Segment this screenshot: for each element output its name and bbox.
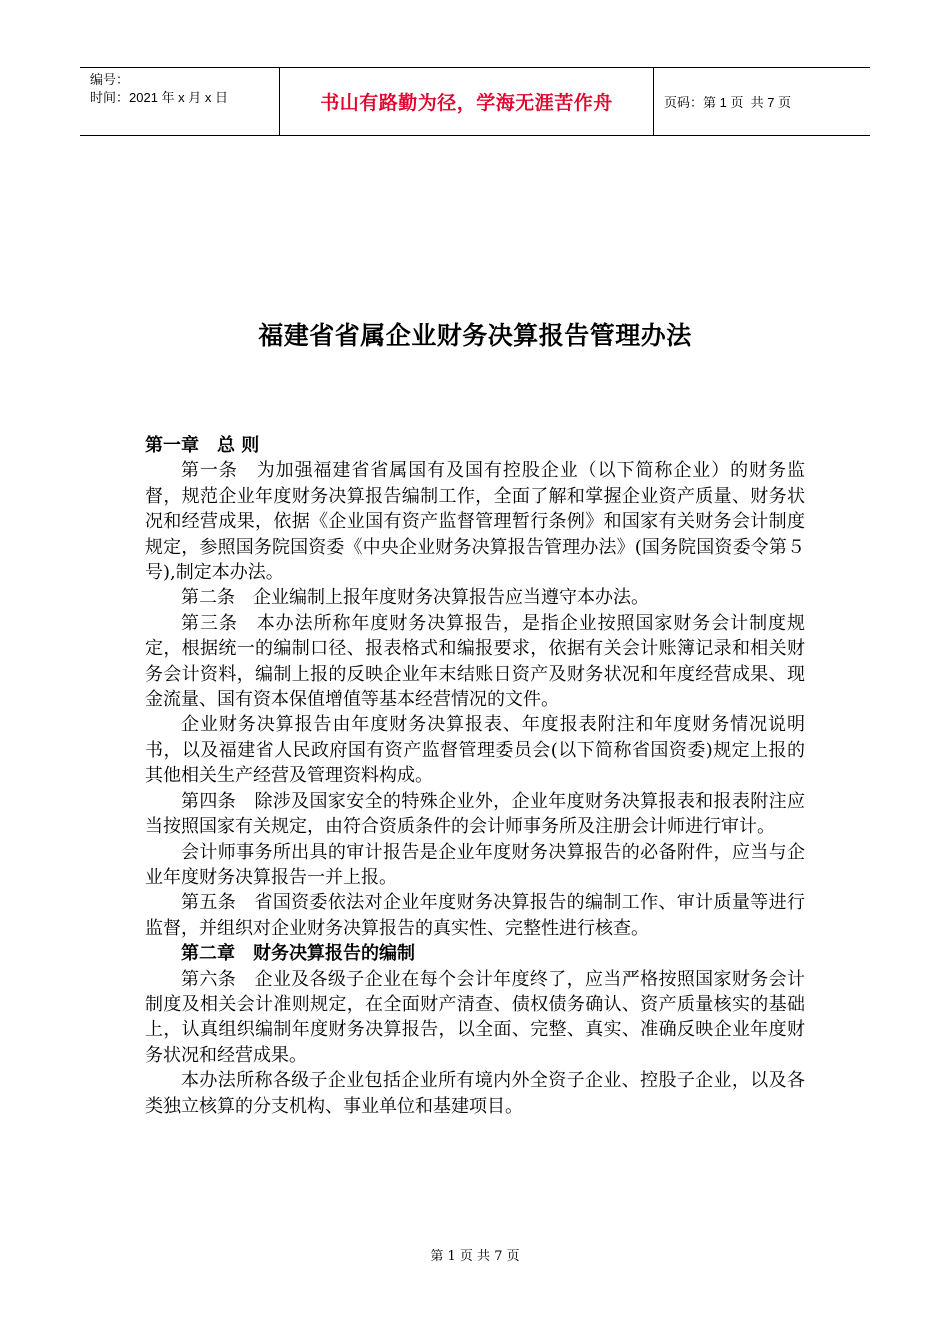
page-header — [80, 67, 870, 136]
article-6: 第六条 企业及各级子企业在每个会计年度终了，应当严格按照国家财务会计制度及相关会计准则规定，在全面财产清查、债权债务确认、资产质量核实的基础上，认真组织编制年度财务决算报告，以全面、完整、真实、准确反映企业年度财务状况和经营成果。 — [145, 968, 805, 1066]
article-5: 第五条 省国资委依法对企业年度财务决算报告的编制工作、审计质量等进行监督，并组织对企业财务决算报告的真实性、完整性进行核查。 — [145, 892, 805, 939]
article-2: 第二条 企业编制上报年度财务决算报告应当遵守本办法。 — [181, 587, 649, 609]
page-footer: 第 1 页 共 7 页 — [430, 1249, 520, 1264]
article-3: 第三条 本办法所称年度财务决算报告，是指企业按照国家财务会计制度规定，根据统一的编制口径、报表格式和编报要求，依据有关会计账簿记录和相关财务会计资料，编制上报的反映企业年末结账日资产及财务状况和年度经营成果、现金流量、国有资本保值增值等基本经营情况的文件。 — [145, 612, 805, 711]
chapter-1-heading: 第一章 总 则 — [145, 435, 260, 456]
document-body — [145, 433, 805, 1119]
article-1: 第一条 为加强福建省省属国有及国有控股企业（以下简称企业）的财务监督，规范企业年度财务决算报告编制工作，全面了解和掌握企业资产质量、财务状况和经营成果，依据《企业国有资产监督管理暂行条例》和国家有关财务会计制度规定，参照国务院国资委《中央企业财务决算报告管理办法》(国务院国资委令第５号),制定本办法。 — [145, 460, 805, 584]
time-label: 时间：2021 年 x 月 x 日 — [90, 90, 228, 105]
header-page-info — [654, 68, 870, 135]
chapter-2-heading: 第二章 财务决算报告的编制 — [181, 943, 415, 965]
page-info-text: 页码：第 1 页 共 7 页 — [664, 95, 792, 110]
article-6-continued: 本办法所称各级子企业包括企业所有境内外全资子企业、控股子企业，以及各类独立核算的分支机构、事业单位和基建项目。 — [145, 1070, 805, 1117]
header-meta — [80, 68, 280, 135]
code-label: 编号： — [90, 72, 130, 87]
document-title: 福建省省属企业财务决算报告管理办法 — [258, 321, 692, 350]
article-3-continued: 企业财务决算报告由年度财务决算报表、年度报表附注和年度财务情况说明书，以及福建省人民政府国有资产监督管理委员会(以下简称省国资委)规定上报的其他相关生产经营及管理资料构成。 — [145, 714, 805, 787]
header-motto: 书山有路勤为径，学海无涯苦作舟 — [280, 68, 654, 135]
article-4: 第四条 除涉及国家安全的特殊企业外，企业年度财务决算报表和报表附注应当按照国家有关规定，由符合资质条件的会计师事务所及注册会计师进行审计。 — [145, 790, 805, 838]
article-4-continued: 会计师事务所出具的审计报告是企业年度财务决算报告的必备附件，应当与企业年度财务决算报告一并上报。 — [145, 841, 805, 888]
